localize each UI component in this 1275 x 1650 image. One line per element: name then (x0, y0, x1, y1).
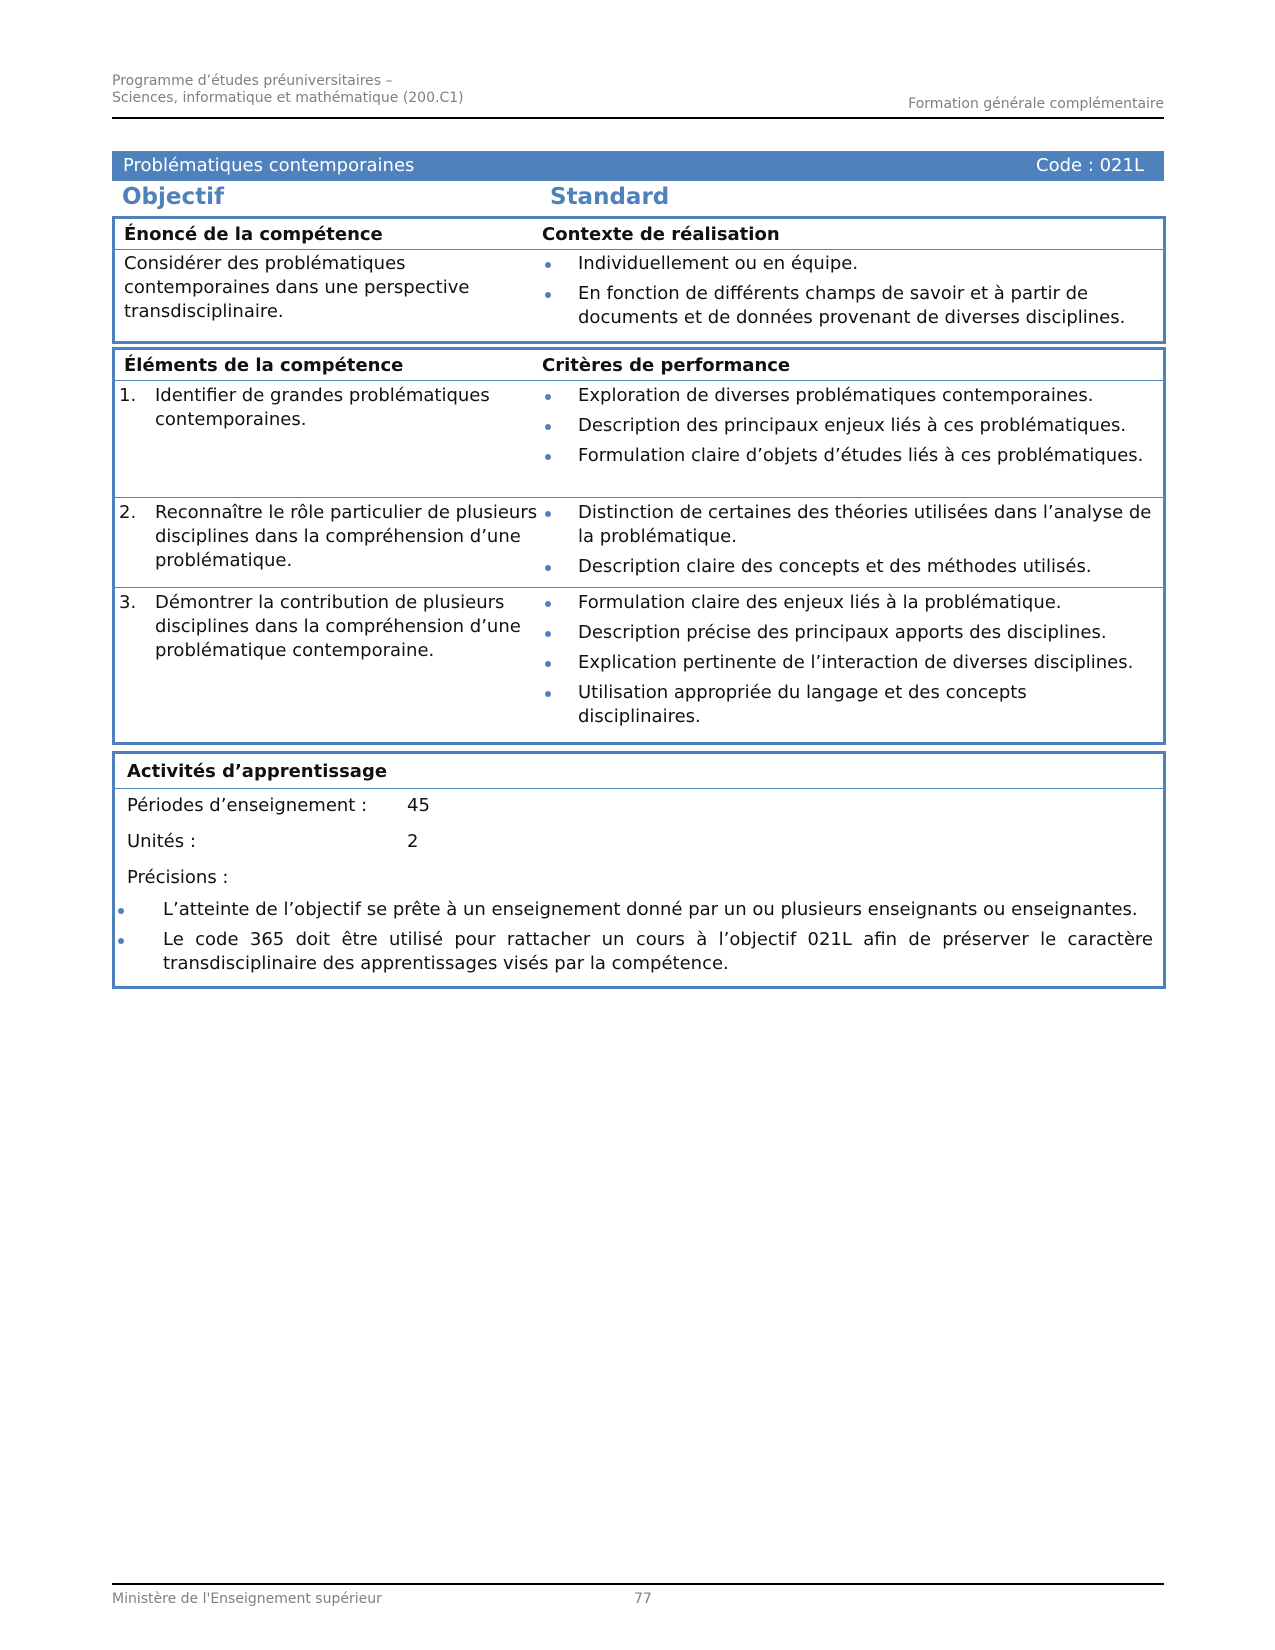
unites-value: 2 (407, 831, 419, 852)
criteres-list (542, 591, 1153, 729)
enonce-header-row (115, 219, 1163, 250)
footer-ministry: Ministère de l'Enseignement supérieur (112, 1591, 382, 1607)
course-code: Code : 021L (1036, 155, 1144, 176)
enonce-row (115, 250, 1163, 336)
enonce-contexte-box (112, 216, 1166, 344)
list-item: L’atteinte de l’objectif se prête à un enseignement donné par un ou plusieurs enseignants ou enseignantes. (115, 898, 1153, 922)
list-item: Description des principaux enjeux liés à ces problématiques. (542, 414, 1153, 438)
table-row (115, 498, 1163, 588)
element-text: Démontrer la contribution de plusieurs disciplines dans la compréhension d’une problématique contemporaine. (155, 592, 521, 661)
course-title: Problématiques contemporaines (123, 155, 415, 176)
elements-criteres-box (112, 347, 1166, 745)
precisions-label: Précisions : (127, 867, 229, 888)
list-item: Formulation claire des enjeux liés à la problématique. (542, 591, 1153, 615)
title-bar (112, 151, 1164, 181)
page-footer (112, 1583, 1164, 1607)
program-line-1: Programme d’études préuniversitaires – (112, 73, 393, 89)
section-label: Formation générale complémentaire (908, 96, 1164, 112)
activites-header: Activités d’apprentissage (127, 760, 388, 782)
element-1 (115, 384, 542, 432)
enonce-header: Énoncé de la compétence (124, 223, 383, 245)
list-item: Explication pertinente de l’interaction de diverses disciplines. (542, 651, 1153, 675)
elements-header-row (115, 350, 1163, 381)
criteres-list (542, 501, 1153, 579)
list-item: Utilisation appropriée du langage et des concepts disciplinaires. (542, 681, 1153, 729)
criteres-header: Critères de performance (542, 354, 791, 376)
program-line-2: Sciences, informatique et mathématique (200.C1) (112, 90, 464, 106)
element-3 (115, 591, 542, 663)
element-text: Identifier de grandes problématiques contemporaines. (155, 385, 490, 430)
list-item: Description claire des concepts et des méthodes utilisés. (542, 555, 1153, 579)
element-text: Reconnaître le rôle particulier de plusieurs disciplines dans la compréhension d’une problématique. (155, 502, 538, 571)
list-item: En fonction de différents champs de savoir et à partir de documents et de données provenant de diverses disciplines. (542, 282, 1151, 330)
unites-label: Unités : (127, 831, 196, 852)
elements-header: Éléments de la compétence (124, 354, 404, 376)
precisions-row (115, 866, 1163, 890)
table-row (115, 588, 1163, 735)
element-2 (115, 501, 542, 573)
contexte-list (542, 252, 1151, 330)
periodes-row (115, 794, 1163, 818)
element-number: 2. (119, 502, 137, 523)
precisions-list (115, 898, 1163, 976)
list-item: Distinction de certaines des théories utilisées dans l’analyse de la problématique. (542, 501, 1153, 549)
periodes-label: Périodes d’enseignement : (127, 795, 368, 816)
list-item: Le code 365 doit être utilisé pour rattacher un cours à l’objectif 021L afin de préserver le caractère transdisciplinaire des apprentissages visés par la compétence. (115, 928, 1153, 976)
criteres-list (542, 384, 1153, 468)
enonce-text: Considérer des problématiques contemporaines dans une perspective transdisciplinaire. (124, 253, 470, 322)
element-number: 1. (119, 385, 137, 406)
table-row (115, 381, 1163, 498)
activites-header-row (115, 754, 1163, 789)
program-title (112, 73, 464, 107)
unites-row (115, 830, 1163, 854)
standard-heading: Standard (550, 184, 670, 210)
list-item: Description précise des principaux apports des disciplines. (542, 621, 1153, 645)
page-header (112, 73, 1164, 119)
element-number: 3. (119, 592, 137, 613)
activites-box (112, 751, 1166, 989)
list-item: Formulation claire d’objets d’études liés à ces problématiques. (542, 444, 1153, 468)
periodes-value: 45 (407, 795, 430, 816)
contexte-header: Contexte de réalisation (542, 223, 780, 245)
list-item: Exploration de diverses problématiques contemporaines. (542, 384, 1153, 408)
page-number: 77 (634, 1591, 652, 1607)
objectif-heading: Objectif (122, 184, 225, 210)
list-item: Individuellement ou en équipe. (542, 252, 1151, 276)
